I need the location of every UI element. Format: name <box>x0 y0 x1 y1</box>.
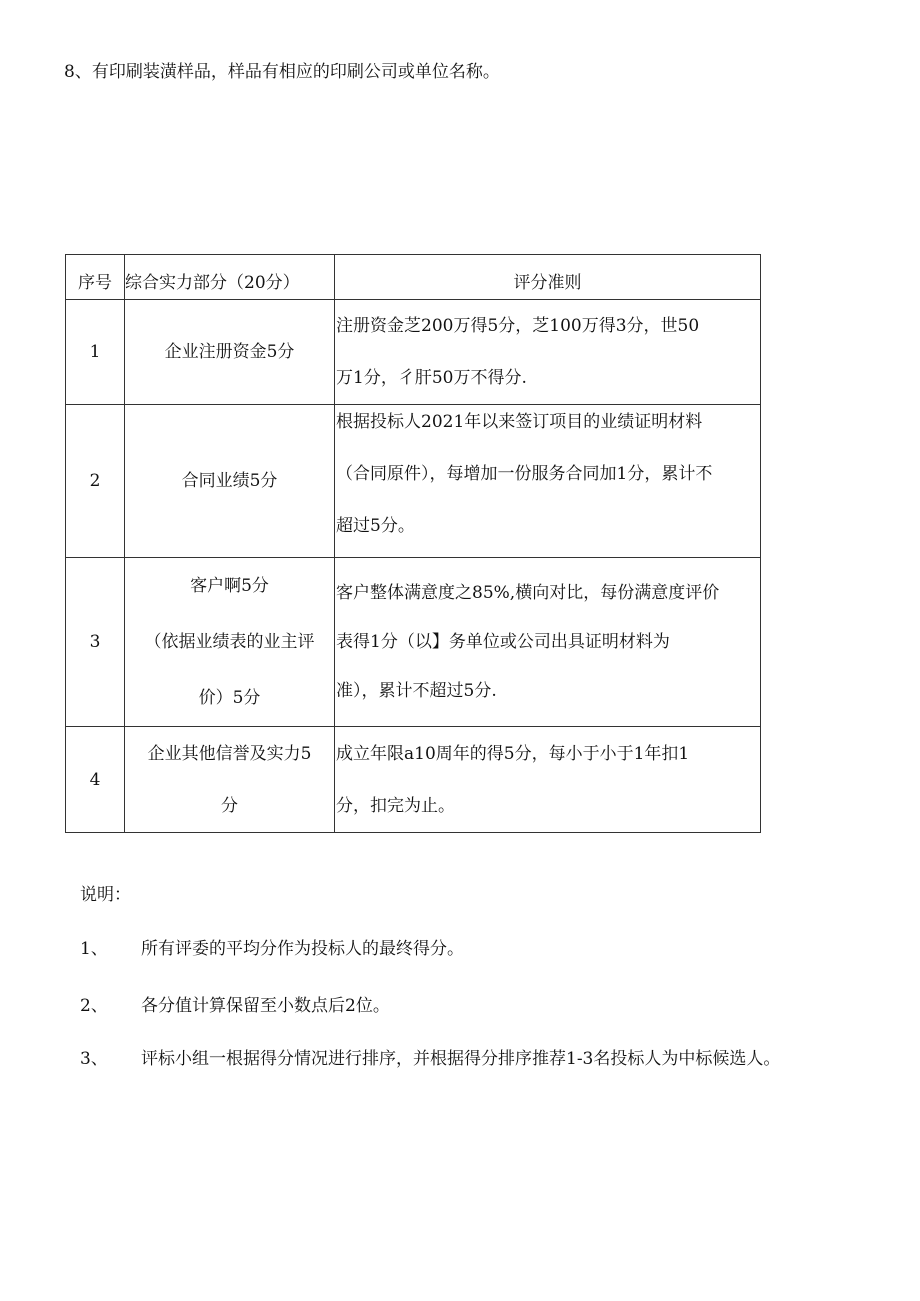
row-category <box>125 558 335 727</box>
criteria-line: 注册资金芝200万得5分，芝100万得3分，世50 <box>336 316 700 336</box>
criteria-line: 根据投标人2021年以来签订项目的业绩证明材料 <box>336 412 703 432</box>
criteria-line: （合同原件），每增加一份服务合同加1分，累计不 <box>336 464 713 484</box>
header-category: 综合实力部分（20分） <box>125 255 335 300</box>
note-number: 3、 <box>80 1049 108 1069</box>
row-category <box>125 727 335 833</box>
criteria-line: 成立年限a10周年的得5分，每小于小于1年扣1 <box>336 743 690 764</box>
criteria-line: 分，扣完为止。 <box>336 795 455 816</box>
note-text: 评标小组一根据得分情况进行排序，并根据得分排序推荐1-3名投标人为中标候选人。 <box>141 1049 781 1069</box>
category-line: 企业其他信誉及实力5 <box>147 743 312 764</box>
category-line: （依据业绩表的业主评 <box>144 632 315 652</box>
row-criteria <box>335 558 761 727</box>
note-item <box>80 1045 780 1073</box>
row-no: 2 <box>66 405 125 558</box>
row-category <box>125 405 335 558</box>
table-row <box>66 727 761 833</box>
note-text: 各分值计算保留至小数点后2位。 <box>141 996 390 1016</box>
header-criteria: 评分准则 <box>335 255 761 300</box>
category-line: 企业注册资金5分 <box>164 342 295 362</box>
header-no: 序号 <box>66 255 125 300</box>
row-no: 4 <box>66 727 125 833</box>
intro-item-8: 8、有印刷装潢样品，样品有相应的印刷公司或单位名称。 <box>64 62 500 82</box>
note-text: 所有评委的平均分作为投标人的最终得分。 <box>141 939 464 959</box>
table-row <box>66 558 761 727</box>
row-criteria <box>335 727 761 833</box>
notes-section <box>80 881 781 1069</box>
category-line: 合同业绩5分 <box>181 471 278 491</box>
row-no: 1 <box>66 300 125 405</box>
row-criteria <box>335 300 761 405</box>
table-header-row <box>66 255 761 300</box>
table-row <box>66 300 761 405</box>
note-number: 1、 <box>80 939 108 959</box>
row-criteria <box>335 405 761 558</box>
category-line: 价）5分 <box>198 688 261 708</box>
note-item <box>80 992 390 1020</box>
scoring-table <box>65 254 761 833</box>
criteria-line: 万1分，彳肝50万不得分. <box>336 368 527 388</box>
criteria-line: 超过5分。 <box>336 516 415 536</box>
criteria-line: 表得1分（以】务单位或公司出具证明材料为 <box>336 631 670 652</box>
notes-title: 说明： <box>80 885 131 905</box>
note-item <box>80 935 464 963</box>
criteria-line: 客户整体满意度之85%,横向对比，每份满意度评价 <box>336 582 720 603</box>
table-row <box>66 405 761 558</box>
category-line: 分 <box>221 795 238 816</box>
criteria-line: 准），累计不超过5分. <box>336 680 497 701</box>
row-category <box>125 300 335 405</box>
category-line: 客户啊5分 <box>190 576 269 596</box>
note-number: 2、 <box>80 996 108 1016</box>
row-no: 3 <box>66 558 125 727</box>
